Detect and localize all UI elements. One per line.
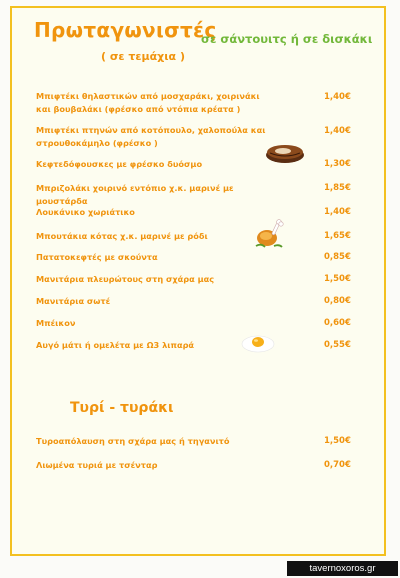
- menu-item: Μπιφτέκι πτηνών από κοτόπουλο, χαλοπούλα και στρουθοκάμηλο (φρέσκο ): [36, 125, 266, 148]
- menu-item-price: 0,70€: [324, 460, 351, 470]
- menu-item: Μπουτάκια κότας χ.κ. μαρινέ με ρόδι: [36, 231, 208, 241]
- menu-item-price: 1,40€: [324, 207, 351, 217]
- menu-item: Λουκάνικο χωριάτικο: [36, 207, 135, 217]
- menu-item-price: 1,30€: [324, 159, 351, 169]
- menu-item-price: 0,55€: [324, 340, 351, 350]
- menu-item-price: 1,50€: [324, 274, 351, 284]
- menu-item-price: 1,40€: [324, 126, 351, 136]
- chicken-legs-icon: [252, 216, 286, 250]
- menu-item: Τυροαπόλαυση στη σχάρα μας ή τηγανιτό: [36, 436, 230, 446]
- menu-page: [10, 6, 386, 556]
- fried-egg-icon: [240, 332, 276, 354]
- burger-patty-icon: [264, 142, 306, 164]
- menu-item-price: 0,60€: [324, 318, 351, 328]
- menu-item: Μπιφτέκι θηλαστικών από μοσχαράκι, χοιρινάκι και βουβαλάκι (φρέσκο από ντόπια κρέατα ): [36, 91, 260, 114]
- page-subtitle: σε σάντουιτς ή σε δισκάκι: [201, 32, 373, 46]
- portion-note: ( σε τεμάχια ): [101, 50, 185, 63]
- menu-item-price: 1,65€: [324, 231, 351, 241]
- menu-item-price: 1,50€: [324, 436, 351, 446]
- menu-item: Αυγό μάτι ή ομελέτα με Ω3 λιπαρά: [36, 340, 195, 350]
- menu-item: Μπριζολάκι χοιρινό εντόπιο χ.κ. μαρινέ με μουστάρδα: [36, 183, 234, 206]
- menu-item: Μανιτάρια σωτέ: [36, 296, 111, 306]
- menu-item: Μανιτάρια πλευρώτους στη σχάρα μας: [36, 274, 215, 284]
- menu-item-price: 1,85€: [324, 183, 351, 193]
- menu-item: Κεφτεδόφουσκες με φρέσκο δυόσμο: [36, 159, 203, 169]
- menu-item-price: 1,40€: [324, 92, 351, 102]
- page-title: Πρωταγωνιστές: [34, 18, 217, 42]
- website-watermark: tavernoxoros.gr: [287, 561, 398, 576]
- menu-item-price: 0,80€: [324, 296, 351, 306]
- menu-item: Μπέικον: [36, 318, 76, 328]
- menu-item: Λιωμένα τυριά με τσένταρ: [36, 460, 158, 470]
- section-title-cheese: Τυρί - τυράκι: [70, 400, 174, 416]
- menu-item: Πατατοκεφτές με σκούντα: [36, 252, 158, 262]
- menu-item-price: 0,85€: [324, 252, 351, 262]
